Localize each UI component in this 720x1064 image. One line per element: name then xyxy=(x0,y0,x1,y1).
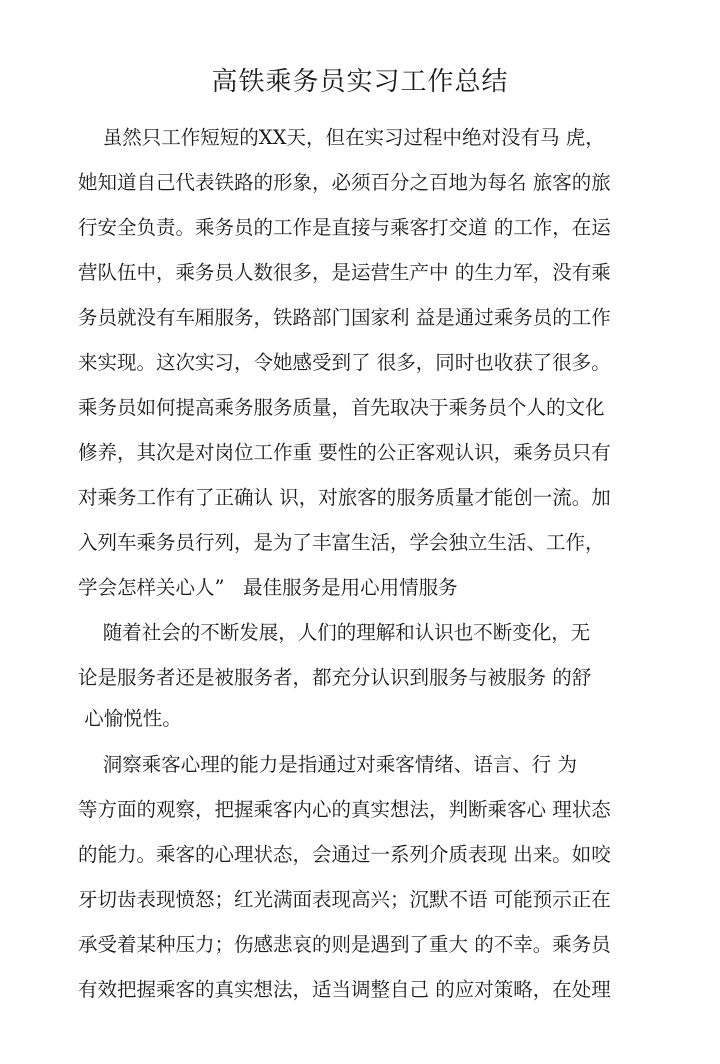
text-line: 等方面的观察，把握乘客内心的真实想法，判断乘客心 理状态 xyxy=(78,798,611,821)
text-line: 牙切齿表现愤怒；红光满面表现高兴；沉默不语 可能预示正在 xyxy=(78,888,611,911)
text-line: 随着社会的不断发展，人们的理解和认识也不断变化，无 xyxy=(78,621,591,644)
text-line: 修养，其次是对岗位工作重 要性的公正客观认识，乘务员只有 xyxy=(78,441,611,464)
text-line: 入列车乘务员行列，是为了丰富生活，学会独立生活、工作， xyxy=(78,531,605,554)
text-line: 她知道自己代表铁路的形象，必须百分之百地为每名 旅客的旅 xyxy=(78,171,611,194)
text-line: 来实现。这次实习，令她感受到了 很多，同时也收获了很多。 xyxy=(78,351,611,374)
text-line: 行安全负责。乘务员的工作是直接与乘客打交道 的工作，在运 xyxy=(78,216,611,239)
text-line: 有效把握乘客的真实想法，适当调整自己 的应对策略，在处理 xyxy=(78,978,611,1001)
text-line: 的能力。乘客的心理状态，会通过一系列介质表现 出来。如咬 xyxy=(78,843,611,866)
text-line: 论是服务者还是被服务者，都充分认识到服务与被服务 的舒 xyxy=(78,666,592,689)
text-line: 心愉悦性。 xyxy=(78,707,182,730)
text-line: 营队伍中，乘务员人数很多，是运营生产中 的生力军，没有乘 xyxy=(78,261,611,284)
text-line: 务员就没有车厢服务，铁路部门国家利 益是通过乘务员的工作 xyxy=(78,306,611,329)
text-line: 虽然只工作短短的XX天，但在实习过程中绝对没有马 虎， xyxy=(78,126,605,149)
text-line: 对乘务工作有了正确认 识，对旅客的服务质量才能创一流。加 xyxy=(78,486,611,509)
document-title: 高铁乘务员实习工作总结 xyxy=(211,67,509,97)
text-line: 洞察乘客心理的能力是指通过对乘客情绪、语言、行 为 xyxy=(78,753,577,776)
text-line: 承受着某种压力；伤感悲哀的则是遇到了重大 的不幸。乘务员 xyxy=(78,933,611,956)
text-line: 乘务员如何提高乘务服务质量，首先取决于乘务员个人的文化 xyxy=(78,396,605,419)
text-line: 学会怎样关心人” 最佳服务是用心用情服务 xyxy=(78,576,458,599)
